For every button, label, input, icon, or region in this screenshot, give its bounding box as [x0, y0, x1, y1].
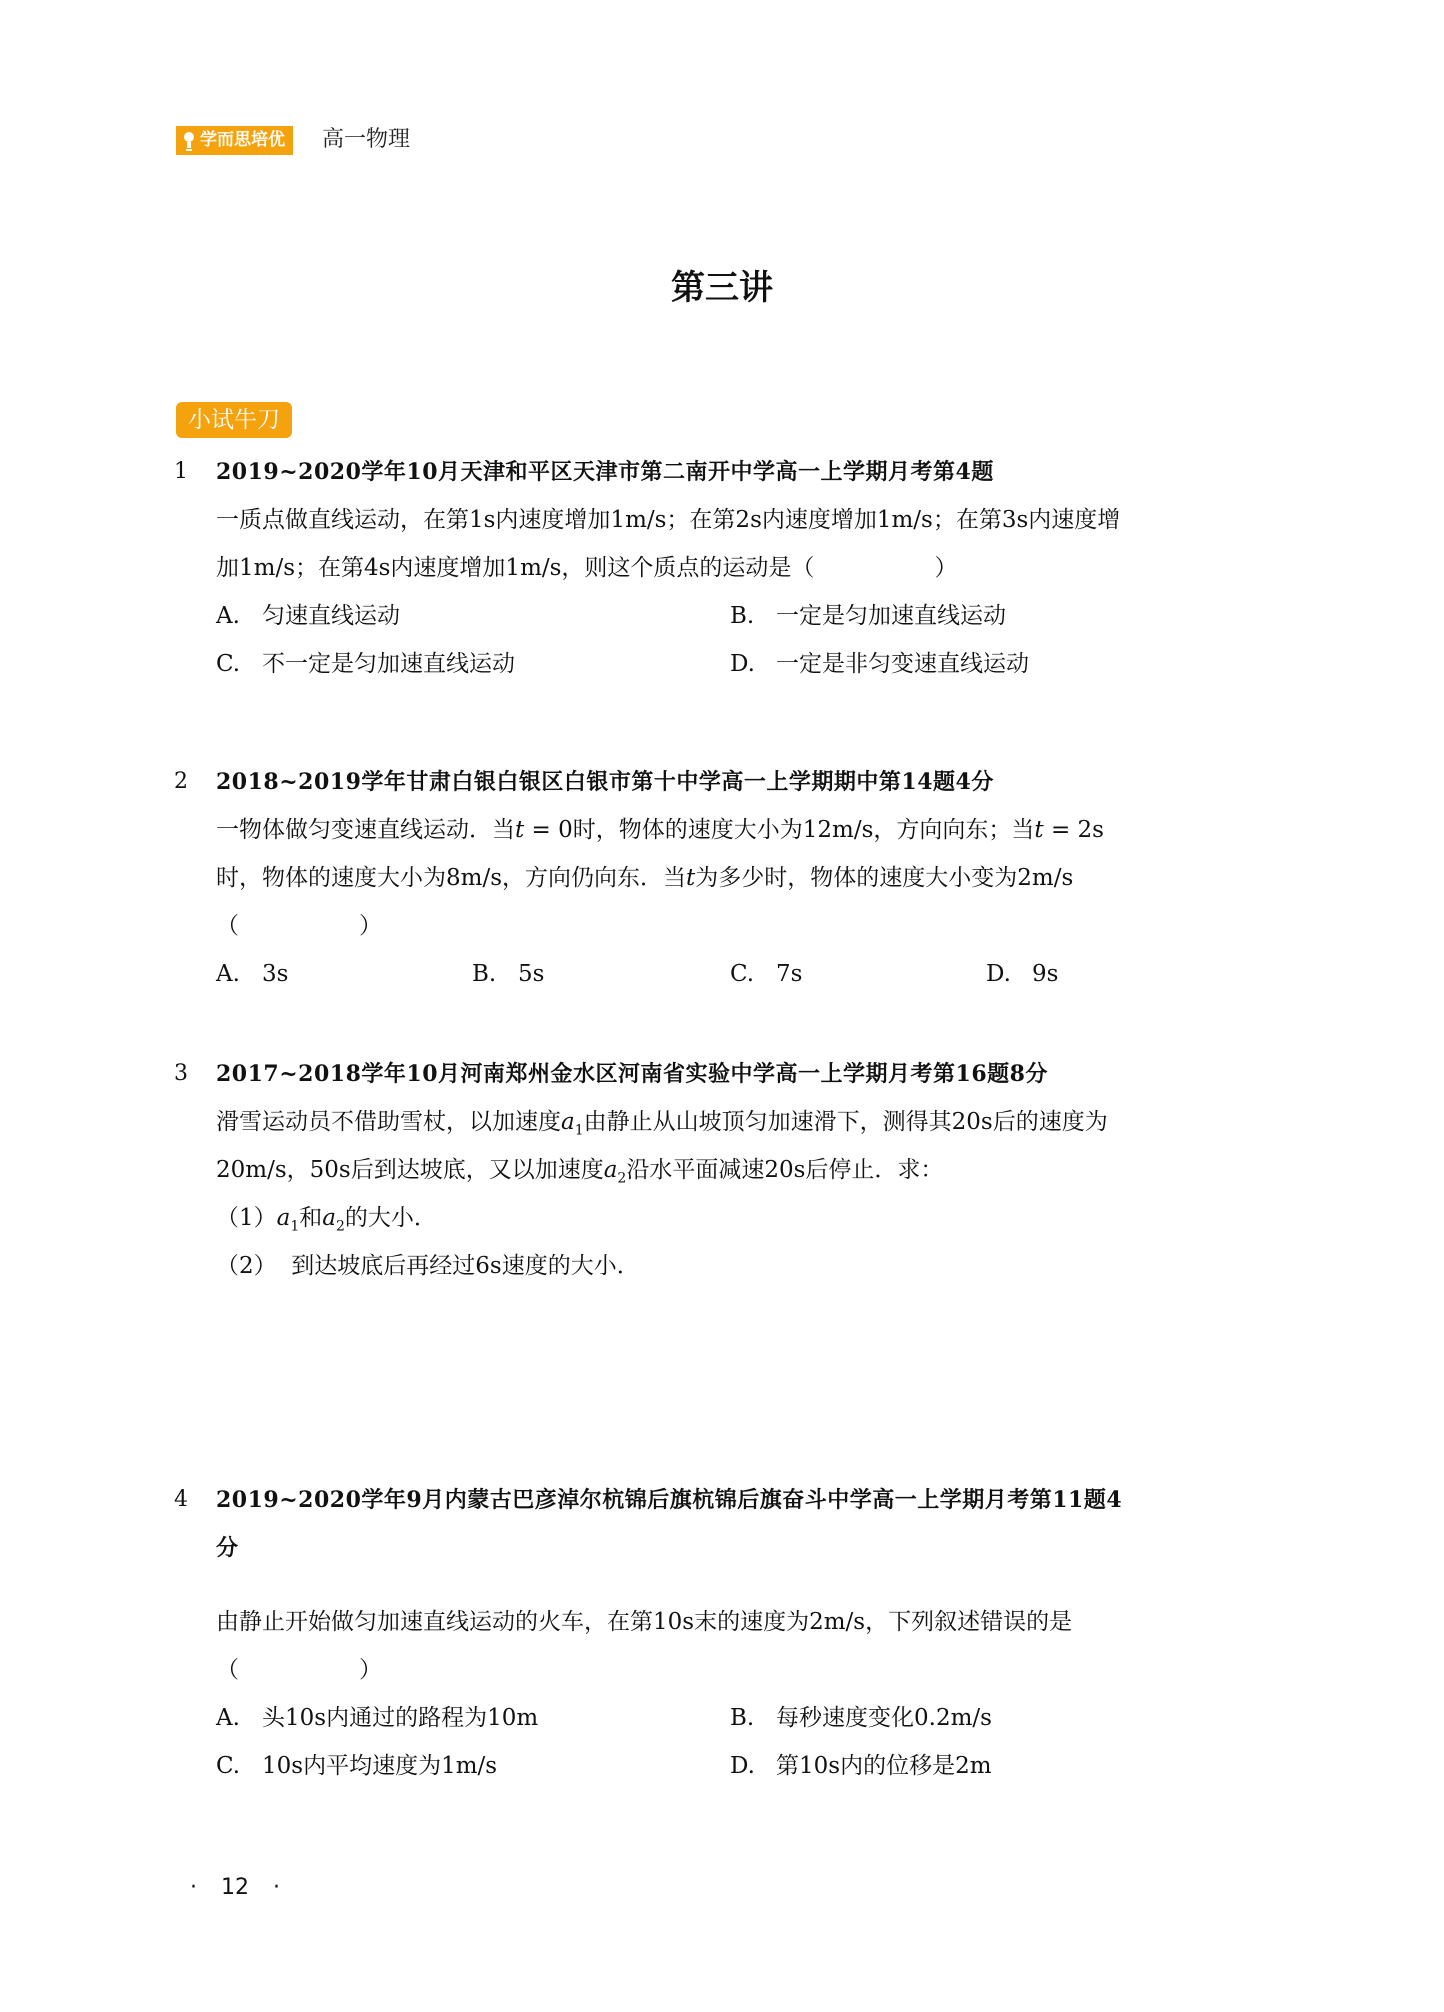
- option-b[interactable]: B. 一定是匀加速直线运动: [730, 603, 1006, 629]
- option-c[interactable]: C. 10s内平均速度为1m/s: [216, 1753, 498, 1779]
- option-d[interactable]: D. 第10s内的位移是2m: [730, 1753, 992, 1779]
- question-stem-line: 时，物体的速度大小为8m/s，方向仍向东．当t为多少时，物体的速度大小变为2m/s: [216, 865, 1074, 891]
- brand-logo: [176, 126, 293, 155]
- option-d[interactable]: D. 一定是非匀变速直线运动: [730, 651, 1029, 677]
- subject-title: 高一物理: [322, 127, 411, 152]
- option-c[interactable]: C. 7s: [730, 961, 803, 987]
- question-source: 2018~2019学年甘肃白银白银区白银市第十中学高一上学期期中第14题4分: [216, 769, 994, 795]
- sub-question-2: （2） 到达坡底后再经过6s速度的大小．: [216, 1253, 640, 1279]
- page-number: [190, 1870, 280, 1906]
- answer-blank: （ ）: [216, 1657, 382, 1683]
- option-a[interactable]: A. 头10s内通过的路程为10m: [216, 1705, 539, 1731]
- question-number: 1: [174, 459, 188, 484]
- question-number: 4: [174, 1487, 188, 1512]
- question-stem-line: 由静止开始做匀加速直线运动的火车，在第10s末的速度为2m/s，下列叙述错误的是: [216, 1609, 1073, 1635]
- question-source: 2019~2020学年9月内蒙古巴彦淖尔杭锦后旗杭锦后旗奋斗中学高一上学期月考第11题4: [216, 1487, 1123, 1513]
- section-badge: 小试牛刀: [176, 402, 292, 438]
- page-number-dot: ·: [190, 1875, 197, 1900]
- page-number-value: 12: [221, 1875, 249, 1900]
- option-c[interactable]: C. 不一定是匀加速直线运动: [216, 651, 515, 677]
- option-d[interactable]: D. 9s: [986, 961, 1059, 987]
- question-number: 2: [174, 769, 188, 794]
- lecture-title: 第三讲: [671, 268, 773, 308]
- page-number-dot: ·: [273, 1875, 280, 1900]
- question-number: 3: [174, 1061, 188, 1086]
- option-b[interactable]: B. 5s: [472, 961, 545, 987]
- lightbulb-icon: [182, 131, 196, 151]
- sub-question-1: $(1)a_1$和$a_2$的大小．: [216, 1205, 437, 1235]
- question-stem-line: 一物体做匀变速直线运动．当t = 0时，物体的速度大小为12m/s，方向向东；当t = 2s: [216, 817, 1104, 843]
- answer-blank: （ ）: [216, 913, 382, 939]
- question-source-cont: 分: [216, 1535, 239, 1561]
- question-source: 2019~2020学年10月天津和平区天津市第二南开中学高一上学期月考第4题: [216, 459, 994, 485]
- question-stem-line: 滑雪运动员不借助雪杖，以加速度$a_1$由静止从山坡顶匀加速滑下，测得其20s后的速度为: [216, 1109, 1108, 1139]
- option-a[interactable]: A. 匀速直线运动: [216, 603, 400, 629]
- option-a[interactable]: A. 3s: [216, 961, 289, 987]
- question-source: 2017~2018学年10月河南郑州金水区河南省实验中学高一上学期月考第16题8分: [216, 1061, 1048, 1087]
- brand-name: 学而思培优: [200, 130, 285, 150]
- question-stem-line: 一质点做直线运动，在第1s内速度增加1m/s；在第2s内速度增加1m/s；在第3s内速度增: [216, 507, 1121, 533]
- question-stem-line: 加1m/s；在第4s内速度增加1m/s，则这个质点的运动是（ ）: [216, 555, 958, 581]
- question-stem-line: 20m/s，50s后到达坡底，又以加速度$a_2$沿水平面减速20s后停止．求：: [216, 1157, 944, 1187]
- option-b[interactable]: B. 每秒速度变化0.2m/s: [730, 1705, 992, 1731]
